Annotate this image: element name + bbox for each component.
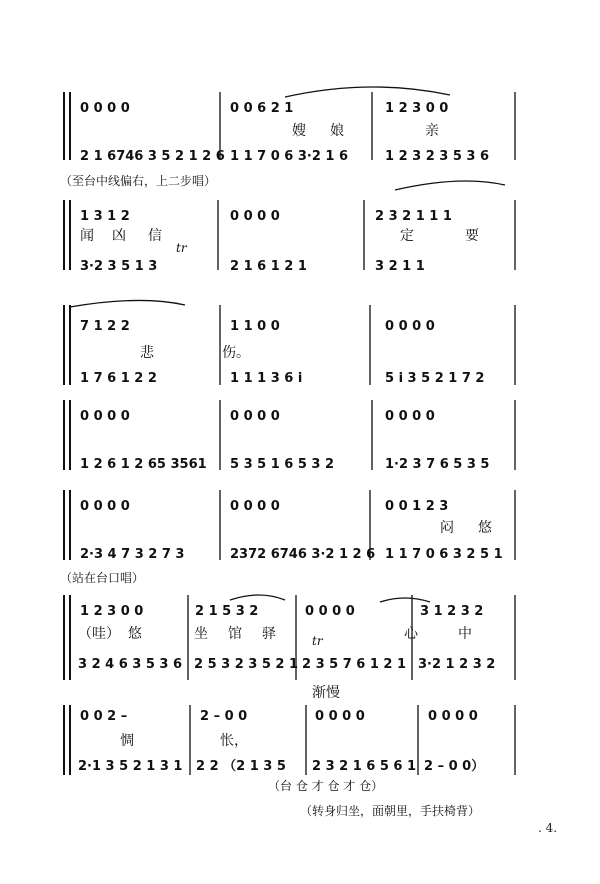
accomp-bar: 3·2 1 2 3 2 — [418, 657, 496, 672]
lyric: 中 — [458, 626, 472, 642]
accomp-bar: 1·2 3 7 6 5 3 5 — [385, 457, 490, 472]
lyric: 嫂 — [292, 123, 306, 139]
accomp-bar: 2·1 3 5 2 1 3 1 — [78, 759, 183, 774]
lyric: 凶 — [112, 228, 126, 244]
lyric: 定 — [400, 228, 414, 244]
lyric: 悠 — [478, 520, 492, 536]
voice-bar: 1 1 0 0 — [230, 319, 280, 334]
voice-bar: 0 0 0 0 — [80, 409, 130, 424]
lyric: 坐 — [194, 626, 208, 642]
voice-bar: 0 0 0 0 — [80, 101, 130, 116]
voice-bar: 1 3 1 2 — [80, 209, 130, 224]
accomp-bar: 1 1 1 3 6 i — [230, 371, 303, 386]
accomp-bar: 1 2 6 1 2 65 3561 — [80, 457, 207, 472]
lyric: 心 — [404, 626, 418, 642]
voice-bar: 0 0 0 0 — [80, 499, 130, 514]
accomp-bar: 5 i 3 5 2 1 7 2 — [385, 371, 485, 386]
stage-direction: （至台中线偏右，上二步唱） — [60, 174, 217, 188]
lyric: 伤。 — [222, 345, 250, 361]
voice-bar: 0 0 0 0 — [385, 409, 435, 424]
accomp-bar: 2 – 0 0） — [424, 759, 485, 774]
accomp-bar: 2 3 5 7 6 1 2 1 — [302, 657, 407, 672]
voice-bar: 0 0 0 0 — [315, 709, 365, 724]
accomp-bar: 2 3 2 1 6 5 6 1 — [312, 759, 417, 774]
voice-bar: 0 0 0 0 — [230, 409, 280, 424]
accomp-bar: 1 1 7 0 6 3·2 1 6 — [230, 149, 349, 164]
accomp-bar: 2 1 6 1 2 1 — [230, 259, 307, 274]
voice-bar: 0 0 2 – — [80, 709, 128, 724]
tempo-marking: 渐慢 — [312, 685, 340, 701]
lyric: 信 — [148, 228, 162, 244]
lyric: 怅， — [220, 733, 248, 749]
voice-bar: 0 0 0 0 — [385, 319, 435, 334]
stage-direction: （转身归坐，面朝里，手扶椅背） — [300, 804, 481, 818]
lyric: 娘 — [330, 123, 344, 139]
accomp-bar: 1 7 6 1 2 2 — [80, 371, 157, 386]
trill-mark: tr — [176, 241, 187, 255]
accomp-bar: 3 2 1 1 — [375, 259, 425, 274]
voice-bar: 1 2 3 0 0 — [80, 604, 144, 619]
voice-bar: 0 0 1 2 3 — [385, 499, 449, 514]
lyric: 驿 — [262, 626, 276, 642]
voice-bar: 3 1 2 3 2 — [420, 604, 484, 619]
lyric: 馆 — [228, 626, 242, 642]
lyric: 惆 — [120, 733, 134, 749]
voice-bar: 0 0 0 0 — [230, 209, 280, 224]
accomp-bar: 1 2 3 2 3 5 3 6 — [385, 149, 490, 164]
stage-direction: （站在台口唱） — [60, 571, 145, 585]
accomp-bar: 2372 6746 3·2 1 2 6 — [230, 547, 376, 562]
accomp-bar: 2 1 6746 3 5 2 1 2 6 — [80, 149, 225, 164]
accomp-bar: 2 5 3 2 3 5 2 1 — [194, 657, 299, 672]
voice-bar: 0 0 0 0 — [230, 499, 280, 514]
voice-bar: 0 0 0 0 — [305, 604, 355, 619]
lyric: 闷 — [440, 520, 454, 536]
voice-bar: 2 – 0 0 — [200, 709, 248, 724]
accomp-bar: 2·3 4 7 3 2 7 3 — [80, 547, 185, 562]
accomp-bar: 3 2 4 6 3 5 3 6 — [78, 657, 183, 672]
trill-mark: tr — [312, 634, 323, 648]
voice-bar: 1 2 3 0 0 — [385, 101, 449, 116]
lyric: 悠 — [128, 626, 142, 642]
percussion-syllables: （台 仓 才 仓 才 仓） — [268, 779, 384, 793]
page-number: . 4. — [538, 821, 558, 835]
accomp-bar: 1 1 7 0 6 3 2 5 1 — [385, 547, 503, 562]
lyric: 要 — [465, 228, 479, 244]
voice-bar: 7 1 2 2 — [80, 319, 130, 334]
accomp-bar: 3·2 3 5 1 3 — [80, 259, 158, 274]
voice-bar: 2 3 2 1 1 1 — [375, 209, 452, 224]
voice-bar: 0 0 0 0 — [428, 709, 478, 724]
accomp-bar: 2 2 （2 1 3 5 — [196, 759, 286, 774]
lyric: 闻 — [80, 228, 94, 244]
voice-bar: 0 0 6 2 1 — [230, 101, 294, 116]
accomp-bar: 5 3 5 1 6 5 3 2 — [230, 457, 335, 472]
lyric: （哇） — [78, 626, 120, 642]
lyric: 悲 — [140, 345, 154, 361]
lyric: 亲 — [425, 123, 439, 139]
voice-bar: 2 1 5 3 2 — [195, 604, 259, 619]
